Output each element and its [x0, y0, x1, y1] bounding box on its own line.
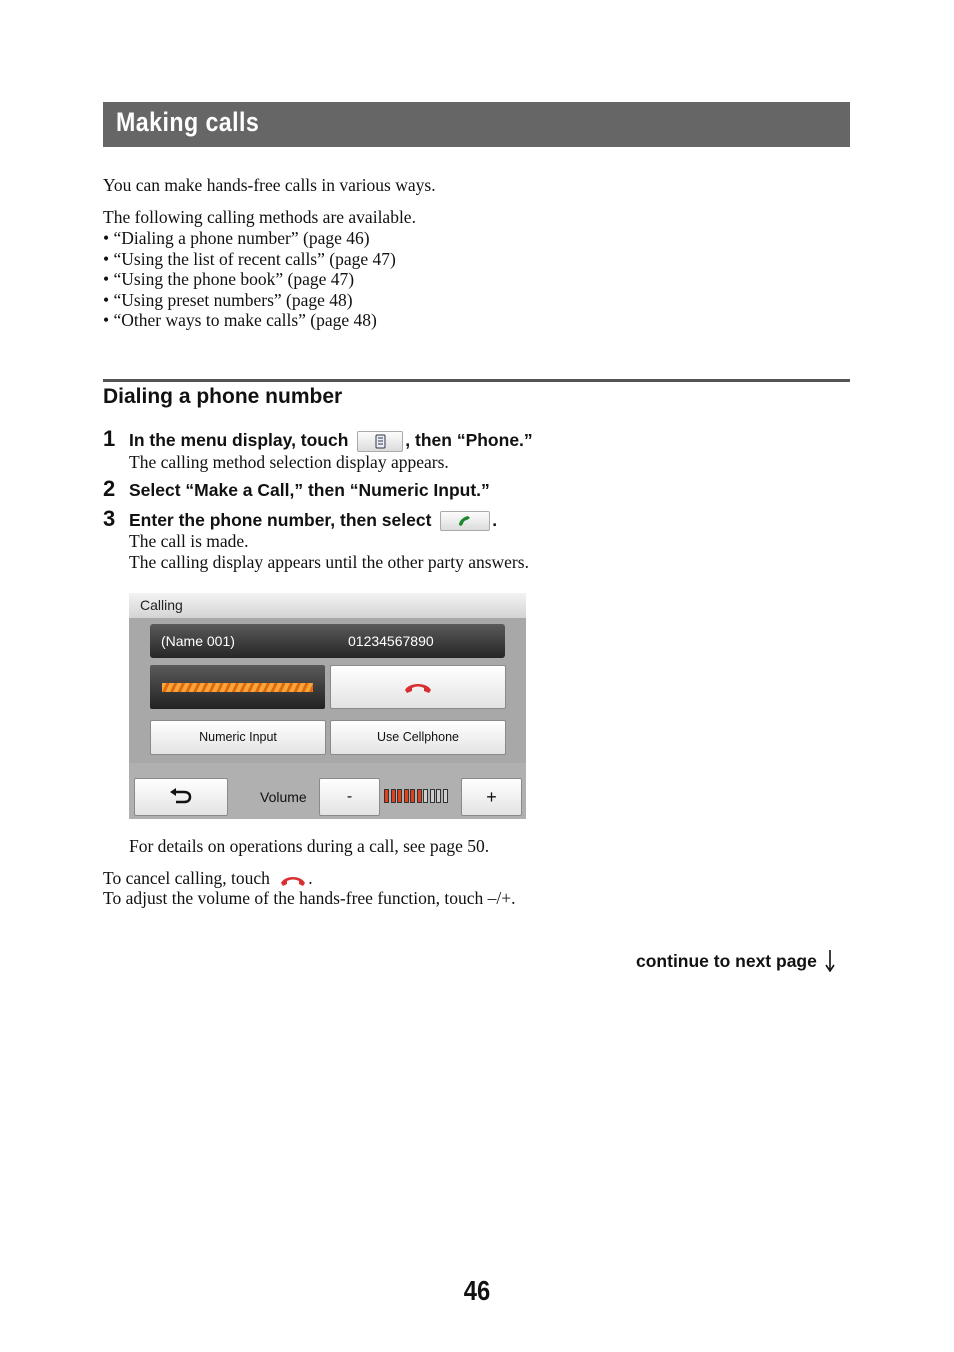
step-text-after: , then “Phone.”: [405, 430, 533, 450]
back-arrow-icon: [168, 788, 194, 806]
contact-name: (Name 001): [161, 633, 235, 649]
methods-intro: The following calling methods are available.: [103, 207, 416, 227]
volume-down-button[interactable]: -: [319, 778, 380, 816]
step-detail: The calling method selection display appears.: [129, 452, 449, 472]
cancel-note: [103, 868, 313, 889]
step-heading: Select “Make a Call,” then “Numeric Input.”: [129, 480, 490, 500]
end-call-button[interactable]: [330, 665, 506, 709]
volume-label: Volume: [260, 789, 307, 805]
details-note: For details on operations during a call, see page 50.: [129, 836, 490, 856]
step-detail-line: The calling display appears until the other party answers.: [129, 551, 529, 572]
volume-segment: [430, 789, 435, 803]
volume-segment: [423, 789, 428, 803]
methods-list: [103, 228, 396, 331]
continue-note: [636, 950, 836, 972]
step-heading: [129, 510, 497, 531]
end-call-icon: [280, 873, 306, 887]
subsection-title: Dialing a phone number: [103, 385, 343, 408]
volume-segment: [384, 789, 389, 803]
step-text: In the menu display, touch: [129, 430, 349, 450]
use-cellphone-button[interactable]: Use Cellphone: [330, 720, 506, 755]
list-item: • “Other ways to make calls” (page 48): [103, 310, 377, 330]
list-item: • “Using the list of recent calls” (page 47): [103, 248, 396, 269]
volume-up-button[interactable]: +: [461, 778, 522, 816]
cancel-text-after: .: [308, 868, 313, 888]
screen-body: [129, 618, 526, 763]
step-detail-line: The call is made.: [129, 531, 249, 551]
menu-icon: [357, 431, 403, 452]
cancel-text: To cancel calling, touch: [103, 868, 270, 888]
intro-text: You can make hands-free calls in various ways.: [103, 175, 436, 195]
step-heading: [129, 430, 533, 452]
calling-progress-panel: [150, 665, 325, 709]
step-text-after: .: [492, 510, 498, 530]
contact-bar: [150, 624, 505, 658]
list-item: • “Dialing a phone number” (page 46): [103, 228, 370, 248]
list-item: • “Using the phone book” (page 47): [103, 269, 355, 289]
section-title: Making calls: [116, 107, 260, 137]
screen-footer: [129, 763, 526, 819]
volume-segment: [443, 789, 448, 803]
step-detail: [129, 531, 529, 572]
volume-segment: [404, 789, 409, 803]
end-call-icon: [403, 679, 433, 695]
step-number: 1: [103, 426, 116, 451]
call-icon: [440, 511, 490, 531]
screen-title: Calling: [140, 597, 183, 613]
volume-segment: [410, 789, 415, 803]
back-button[interactable]: [134, 778, 228, 816]
screen-header: [129, 593, 526, 618]
volume-segment: [397, 789, 402, 803]
volume-segment: [436, 789, 441, 803]
volume-meter: [384, 789, 460, 803]
numeric-input-button[interactable]: Numeric Input: [150, 720, 326, 755]
volume-segment: [391, 789, 396, 803]
calling-screen: [129, 593, 526, 819]
step-text: Enter the phone number, then select: [129, 510, 432, 530]
section-title-bar: [103, 102, 850, 147]
section-divider: [103, 379, 850, 382]
calling-progress-bar: [162, 683, 313, 692]
volume-note: To adjust the volume of the hands-free function, touch –/+.: [103, 888, 516, 908]
step-number: 2: [103, 476, 116, 501]
contact-number: 01234567890: [348, 633, 434, 649]
volume-segment: [417, 789, 422, 803]
list-item: • “Using preset numbers” (page 48): [103, 289, 353, 310]
step-number: 3: [103, 506, 116, 531]
page-number: 46: [463, 1275, 491, 1306]
arrow-down-icon: [824, 950, 836, 972]
continue-label: continue to next page: [636, 951, 817, 971]
